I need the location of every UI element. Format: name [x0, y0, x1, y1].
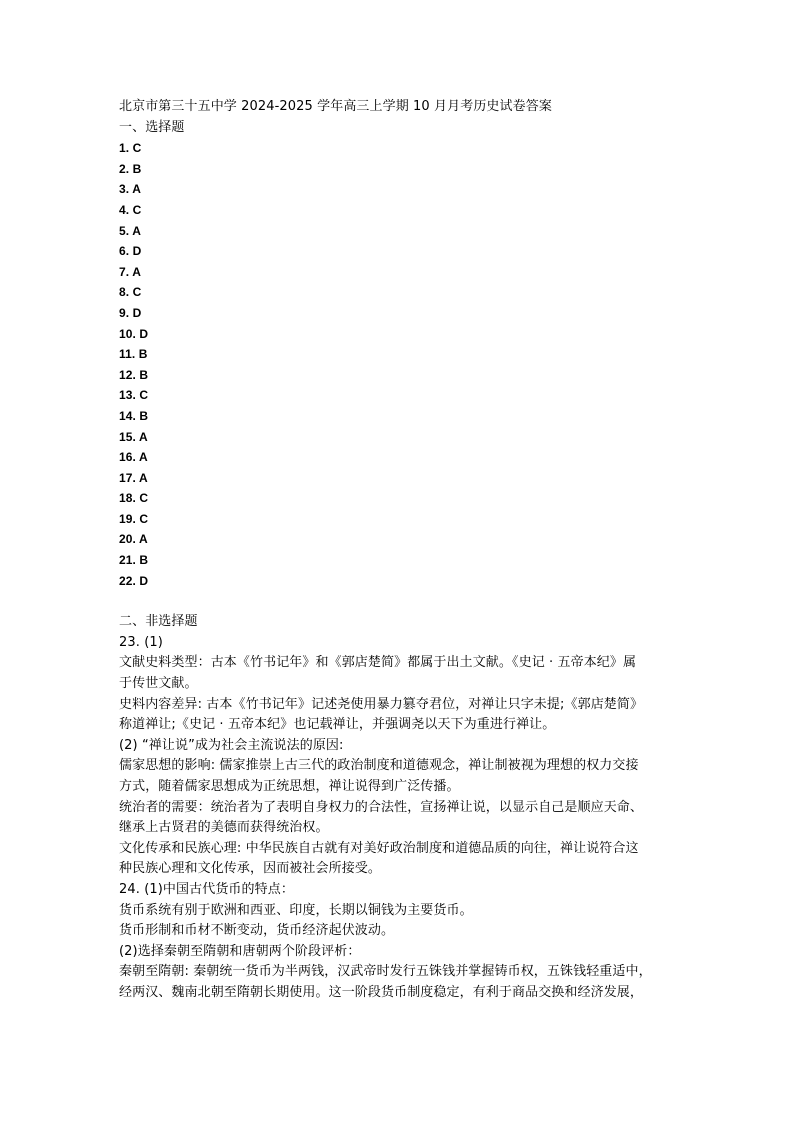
answer-item: 6. D: [119, 244, 142, 259]
q24-sub2-heading: (2)选择秦朝至隋朝和唐朝两个阶段评析：: [119, 943, 361, 959]
q23-p4-line2: 继承上古贤君的美德而获得统治权。: [119, 820, 329, 836]
q23-p4-line1: 统治者的需要：统治者为了表明自身权力的合法性，宣扬禅让说，以显示自己是顺应天命、: [119, 799, 644, 815]
answer-item: 11. B: [119, 347, 148, 362]
answer-item: 5. A: [119, 223, 141, 238]
q24-p3-line1: 秦朝至隋朝: 秦朝统一货币为半两钱，汉武帝时发行五铢钱并掌握铸币权，五铢钱轻重适中，: [119, 964, 652, 980]
answer-item: 8. C: [119, 285, 142, 300]
answer-item: 10. D: [119, 326, 149, 341]
q23-p3-line2: 方式，随着儒家思想成为正统思想，禅让说得到广泛传播。: [119, 779, 460, 794]
answer-item: 3. A: [119, 182, 141, 197]
answer-item: 14. B: [119, 408, 149, 423]
q23-sub2-heading: (2) “禅让说”成为社会主流说法的原因:: [119, 737, 344, 753]
answer-item: 1. C: [119, 141, 142, 156]
q23-p2-line2: 称道禅让;《史记 · 五帝本纪》也记载禅让，并强调尧以天下为重进行禅让。: [119, 717, 556, 733]
q23-p2-line1: 史料内容差异: 古本《竹书记年》记述尧使用暴力篡夺君位，对禅让只字未提;《郭店楚简》: [119, 696, 644, 712]
q24-p3-line2: 经两汉、魏南北朝至隋朝长期使用。这一阶段货币制度稳定，有利于商品交换和经济发展，: [119, 984, 644, 1000]
q23-p1-line2: 于传世文献。: [119, 676, 198, 692]
answer-document: [119, 97, 684, 1004]
q24-label: 24. (1)中国古代货币的特点：: [119, 881, 294, 897]
answer-item: 12. B: [119, 367, 149, 382]
q23-p3-line1: 儒家思想的影响: 儒家推崇上古三代的政治制度和道德观念，禅让制被视为理想的权力交接: [119, 758, 639, 774]
answer-item: 2. B: [119, 161, 142, 176]
q23-label: 23. (1): [119, 634, 163, 650]
q23-p5-line2: 种民族心理和文化传承，因而被社会所接受。: [119, 861, 382, 877]
answer-item: 20. A: [119, 532, 148, 547]
answer-list: [119, 138, 684, 591]
section2-heading: 二、非选择题: [119, 614, 198, 630]
answer-item: 9. D: [119, 305, 142, 320]
q24-p2: 货币形制和币材不断变动，货币经济起伏波动。: [119, 923, 395, 939]
section1-heading: 一、选择题: [119, 119, 185, 135]
answer-item: 21. B: [119, 553, 149, 568]
answer-item: 17. A: [119, 470, 148, 485]
answer-item: 4. C: [119, 202, 142, 217]
q23-p1-line1: 文献史料类型：古本《竹书记年》和《郭店楚简》都属于出土文献。《史记 · 五帝本纪》属: [119, 655, 637, 671]
answer-item: 16. A: [119, 450, 148, 465]
answer-item: 22. D: [119, 573, 149, 588]
document-title: 北京市第三十五中学 2024-2025 学年高三上学期 10 月月考历史试卷答案: [119, 99, 552, 114]
q24-p1: 货币系统有别于欧洲和西亚、印度，长期以铜钱为主要货币。: [119, 902, 473, 918]
answer-item: 19. C: [119, 511, 149, 526]
answer-item: 18. C: [119, 491, 149, 506]
q23-p5-line1: 文化传承和民族心理: 中华民族自古就有对美好政治制度和道德品质的向往，禅让说符合这: [119, 840, 639, 856]
spacer: [119, 591, 684, 612]
answer-item: 15. A: [119, 429, 148, 444]
answer-item: 13. C: [119, 388, 149, 403]
answer-item: 7. A: [119, 264, 141, 279]
